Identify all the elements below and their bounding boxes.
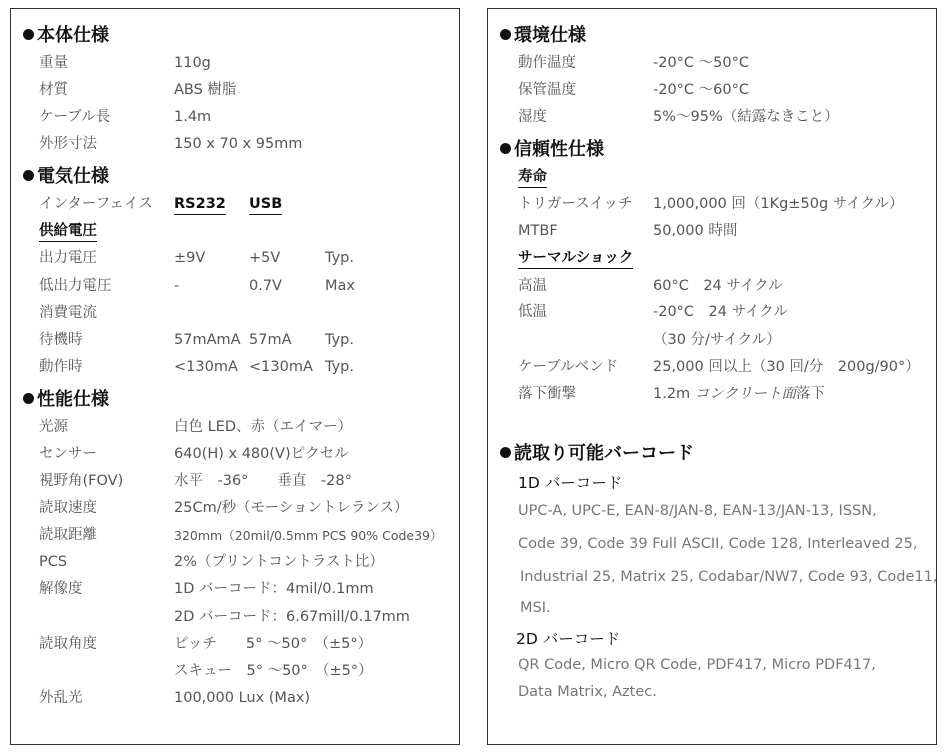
spec-label: トリガースイッチ: [518, 196, 633, 212]
consumption-label: 消費電流: [39, 305, 97, 321]
spec-label: 読取角度: [39, 636, 97, 652]
spec-value: 150 x 70 x 95mm: [174, 136, 303, 152]
spec-value: 0.7V: [249, 278, 282, 294]
spec-label: ケーブルベンド: [518, 359, 619, 375]
bullet-icon: [500, 143, 511, 154]
bullet-icon: [23, 170, 34, 181]
interface-rs232: RS232: [174, 195, 226, 215]
spec-label: 読取距離: [39, 527, 97, 543]
section-readable-barcodes: [500, 439, 694, 465]
spec-value: 2%（プリントコントラスト比）: [174, 554, 384, 570]
spec-label: 重量: [39, 55, 68, 71]
spec-value: 320mm（20mil/0.5mm PCS 90% Code39）: [174, 528, 443, 543]
spec-value: 25Cm/秒（モーショントレランス）: [174, 500, 409, 516]
barcode-line: UPC-A, UPC-E, EAN-8/JAN-8, EAN-13/JAN-13, ISSN,: [518, 503, 877, 519]
bullet-icon: [500, 29, 511, 40]
spec-value: スキュー 5° ～50° （±5°）: [174, 663, 373, 679]
spec-value: -: [174, 278, 180, 294]
spec-value: -20°C ～60°C: [653, 82, 749, 98]
drop-height: 1.2m: [653, 386, 695, 402]
spec-value: ピッチ 5° ～50° （±5°）: [174, 636, 373, 652]
barcode-line: Data Matrix, Aztec.: [518, 684, 657, 700]
spec-value: -20°C 24 サイクル: [653, 304, 788, 320]
spec-label: 低出力電圧: [39, 278, 112, 294]
interface-label: インターフェイス: [39, 196, 153, 212]
spec-value: 1D バーコード：4mil/0.1mm: [174, 581, 374, 597]
spec-label: MTBF: [518, 223, 558, 239]
spec-value: +5V: [249, 250, 281, 266]
spec-value: 60°C 24 サイクル: [653, 278, 783, 294]
section-reliability-spec: [500, 135, 604, 161]
spec-label: ケーブル長: [39, 109, 111, 125]
section-title: 信頼性仕様: [514, 139, 604, 160]
spec-value: <130mA: [249, 359, 313, 375]
spec-label: 高温: [518, 278, 547, 294]
section-title: 電気仕様: [37, 166, 109, 187]
spec-value: ABS 樹脂: [174, 82, 237, 98]
spec-label: 待機時: [39, 332, 83, 348]
spec-label: 読取速度: [39, 500, 97, 516]
spec-label: 解像度: [39, 581, 83, 597]
spec-label: 外形寸法: [39, 136, 97, 152]
section-title: 環境仕様: [514, 25, 586, 46]
subsection-life: 寿命: [518, 168, 547, 188]
spec-label: 外乱光: [39, 690, 83, 706]
bullet-icon: [23, 29, 34, 40]
spec-value: 水平 -36° 垂直 -28°: [174, 473, 352, 489]
spec-label: 動作温度: [518, 55, 576, 71]
spec-value: 640(H) x 480(V)ピクセル: [174, 446, 349, 462]
spec-label: 低温: [518, 304, 547, 320]
spec-value: <130mA: [174, 359, 238, 375]
spec-label: センサー: [39, 446, 97, 462]
spec-label: 保管温度: [518, 82, 576, 98]
section-title: 読取り可能バーコード: [514, 443, 694, 464]
subsection-supply-voltage: 供給電圧: [39, 222, 97, 242]
section-title: 性能仕様: [37, 389, 109, 410]
section-environment-spec: [500, 21, 586, 47]
bullet-icon: [500, 447, 511, 458]
spec-value: -20°C ～50°C: [653, 55, 749, 71]
interface-usb: USB: [249, 195, 282, 215]
barcode-line: MSI.: [520, 600, 551, 616]
spec-value: Typ.: [325, 250, 354, 266]
section-title: 本体仕様: [37, 25, 109, 46]
spec-value: [653, 385, 825, 403]
right-spec-panel: [487, 8, 937, 745]
drop-suffix: 落下: [796, 386, 826, 402]
section-electric-spec: [23, 162, 109, 188]
spec-label: 湿度: [518, 109, 547, 125]
spec-label: 光源: [39, 419, 68, 435]
spec-value: 57mAmA: [174, 332, 241, 348]
spec-value: 5%～95%（結露なきこと）: [653, 109, 839, 125]
subsection-thermal-shock: サーマルショック: [518, 249, 633, 269]
spec-value: 110g: [174, 55, 211, 71]
section-performance-spec: [23, 385, 109, 411]
spec-value: 100,000 Lux (Max): [174, 690, 311, 706]
spec-value: （30 分/サイクル）: [653, 332, 781, 348]
spec-value: 57mA: [249, 332, 292, 348]
barcode-line: Code 39, Code 39 Full ASCII, Code 128, Interleaved 25,: [518, 536, 918, 552]
spec-value: Typ.: [325, 332, 354, 348]
bullet-icon: [23, 393, 34, 404]
section-body-spec: [23, 21, 109, 47]
spec-label: 動作時: [39, 359, 83, 375]
barcode-line: QR Code, Micro QR Code, PDF417, Micro PDF417,: [518, 657, 876, 673]
spec-value: 50,000 時間: [653, 223, 738, 239]
subsection-2d-barcode: 2D バーコード: [516, 630, 621, 648]
subsection-1d-barcode: 1D バーコード: [518, 474, 623, 492]
spec-label: 材質: [39, 82, 68, 98]
spec-value: 25,000 回以上（30 回/分 200g/90°）: [653, 359, 920, 375]
drop-surface: コンクリート面: [694, 386, 797, 402]
spec-value: Typ.: [325, 359, 354, 375]
barcode-line: Industrial 25, Matrix 25, Codabar/NW7, Code 93, Code11,: [520, 569, 938, 585]
spec-label: 出力電圧: [39, 250, 97, 266]
spec-value: 2D バーコード：6.67mill/0.17mm: [174, 609, 410, 625]
spec-label: 視野角(FOV): [39, 473, 124, 489]
spec-value: 1,000,000 回（1Kg±50g サイクル）: [653, 196, 904, 212]
left-spec-panel: [10, 8, 460, 745]
spec-value: 白色 LED、赤（エイマー）: [174, 419, 353, 435]
spec-label: 落下衝撃: [518, 386, 576, 402]
spec-label: PCS: [39, 554, 68, 570]
spec-value: ±9V: [174, 250, 206, 266]
spec-value: Max: [325, 278, 355, 294]
spec-value: 1.4m: [174, 109, 212, 125]
